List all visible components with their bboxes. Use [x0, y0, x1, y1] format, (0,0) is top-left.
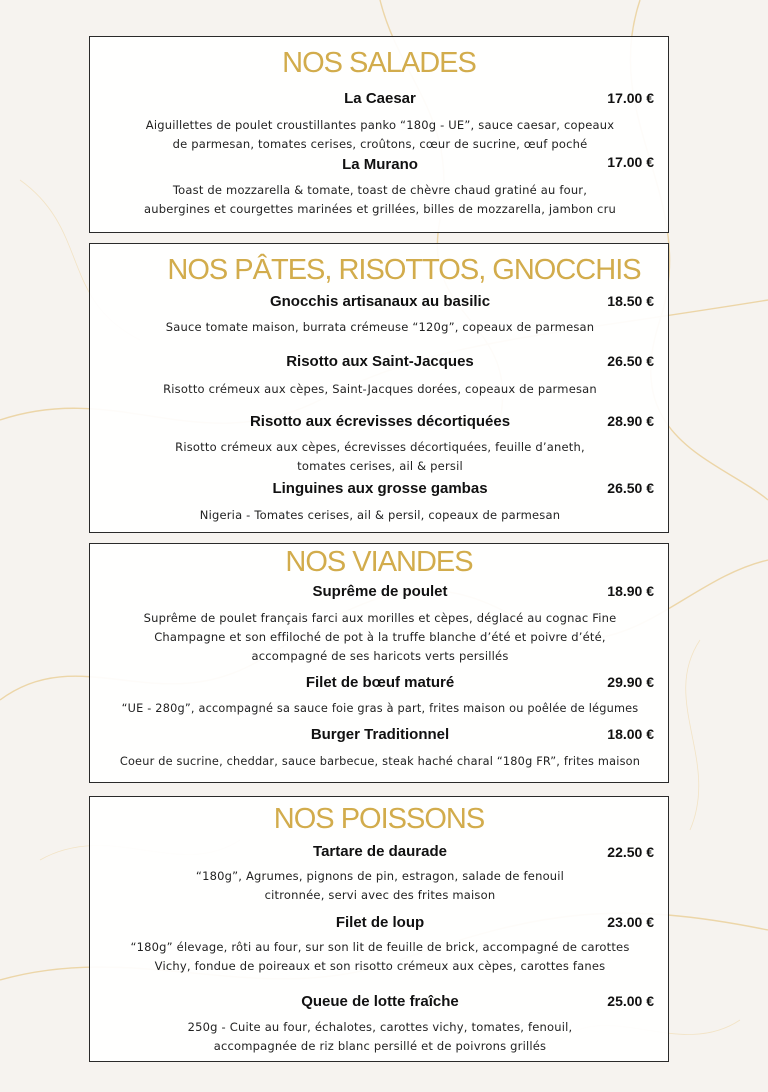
section-title: NOS VIANDES [285, 546, 473, 578]
dish-name: Gnocchis artisanaux au basilic [269, 293, 491, 310]
dish-description: Risotto crémeux aux cèpes, écrevisses décortiquées, feuille d’aneth, tomates cerises, ail & persil [175, 440, 585, 473]
dish-name: Filet de bœuf maturé [305, 674, 455, 691]
dish-price: 22.50 € [607, 844, 654, 860]
dish-price: 28.90 € [607, 413, 654, 429]
section-title: NOS PÂTES, RISOTTOS, GNOCCHIS [167, 254, 641, 286]
dish-description: Suprême de poulet français farci aux morilles et cèpes, déglacé au cognac Fine Champagne et son effiloché de pot à la truffe blanche d’été et poivre d’été, accompagné de ses haricots verts persillés [143, 611, 617, 663]
dish-description: Sauce tomate maison, burrata crémeuse “120g”, copeaux de parmesan [165, 320, 595, 334]
dish-name: Tartare de daurade [313, 843, 447, 860]
dish-name: Suprême de poulet [312, 583, 448, 600]
dish-name: Linguines aux grosse gambas [272, 480, 488, 497]
dish-description: Coeur de sucrine, cheddar, sauce barbecue, steak haché charal “180g FR”, frites maison [119, 755, 641, 768]
dish-description: Aiguillettes de poulet croustillantes panko “180g - UE”, sauce caesar, copeaux de parmesan, tomates cerises, croûtons, cœur de sucrine, œuf poché [145, 118, 615, 151]
dish-name: La Murano [342, 156, 418, 173]
dish-price: 26.50 € [607, 353, 654, 369]
dish-price: 18.90 € [607, 583, 654, 599]
dish-description: “180g” élevage, rôti au four, sur son lit de feuille de brick, accompagné de carottes Vichy, fondue de poireaux et son risotto crémeux aux cèpes, carottes fanes [130, 940, 630, 973]
dish-description: Nigeria - Tomates cerises, ail & persil, copeaux de parmesan [199, 508, 561, 522]
section-pates [89, 243, 669, 533]
dish-description: Toast de mozzarella & tomate, toast de chèvre chaud gratiné au four, aubergines et courgettes marinées et grillées, billes de mozzarella, jambon cru [144, 183, 616, 216]
dish-name: Burger Traditionnel [310, 726, 450, 743]
dish-price: 29.90 € [607, 674, 654, 690]
dish-price: 18.00 € [607, 726, 654, 742]
dish-name: Risotto aux écrevisses décortiquées [249, 413, 511, 430]
dish-name: La Caesar [344, 90, 416, 107]
dish-name: Queue de lotte fraîche [301, 993, 459, 1010]
dish-name: Risotto aux Saint-Jacques [286, 353, 474, 370]
section-salades [89, 36, 669, 233]
dish-name: Filet de loup [335, 914, 425, 931]
section-viandes [89, 543, 669, 783]
dish-price: 17.00 € [607, 90, 654, 106]
dish-description: Risotto crémeux aux cèpes, Saint-Jacques dorées, copeaux de parmesan [163, 382, 597, 396]
dish-price: 18.50 € [607, 293, 654, 309]
dish-description: 250g - Cuite au four, échalotes, carottes vichy, tomates, fenouil, accompagnée de riz blanc persillé et de poivrons grillés [187, 1020, 573, 1053]
section-title: NOS POISSONS [273, 803, 485, 835]
dish-price: 25.00 € [607, 993, 654, 1009]
dish-price: 26.50 € [607, 480, 654, 496]
section-title: NOS SALADES [282, 47, 476, 79]
dish-price: 17.00 € [607, 154, 654, 170]
section-poissons [89, 796, 669, 1062]
dish-description: “UE - 280g”, accompagné sa sauce foie gras à part, frites maison ou poêlée de légumes [121, 702, 639, 715]
dish-description: “180g”, Agrumes, pignons de pin, estragon, salade de fenouil citronnée, servi avec des frites maison [195, 869, 565, 902]
dish-price: 23.00 € [607, 914, 654, 930]
